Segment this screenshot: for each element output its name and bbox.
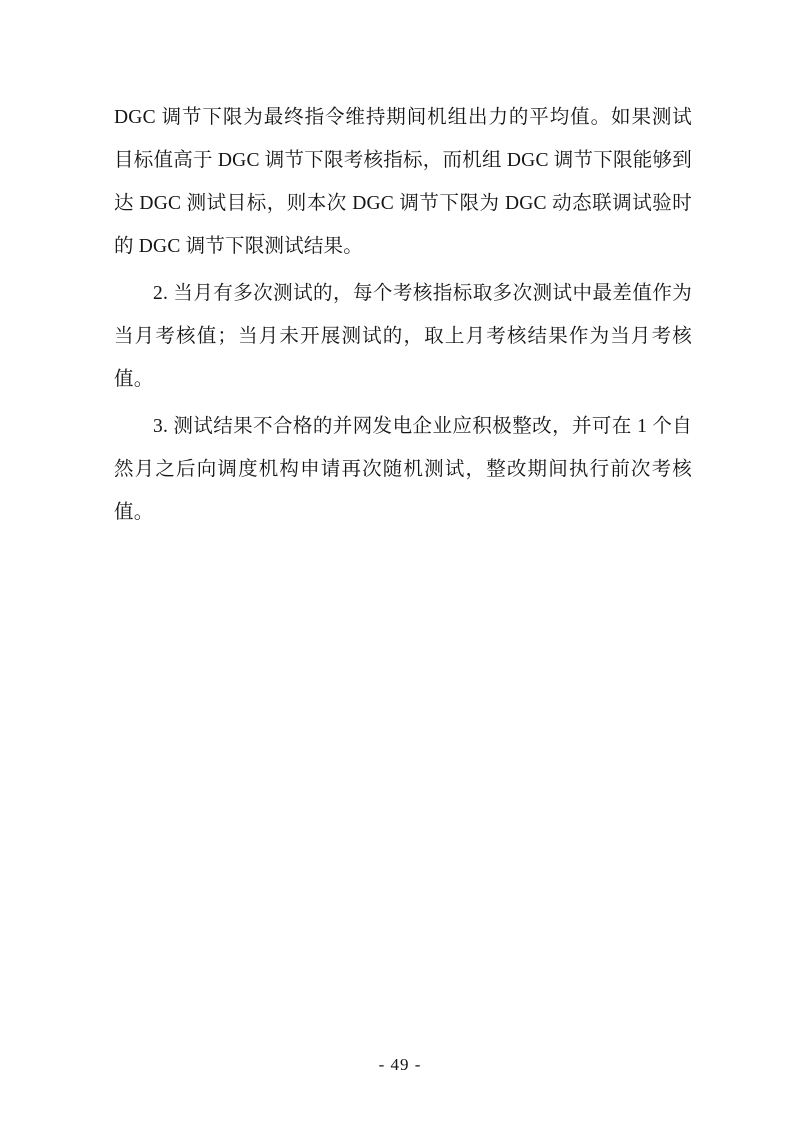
paragraph: 2. 当月有多次测试的，每个考核指标取多次测试中最差值作为当月考核值；当月未开展测试的，取上月考核结果作为当月考核值。	[114, 283, 692, 390]
page-body	[114, 96, 692, 538]
paragraph: 3. 测试结果不合格的并网发电企业应积极整改，并可在 1 个自然月之后向调度机构申请再次随机测试，整改期间执行前次考核值。	[114, 416, 692, 523]
paragraph: DGC 调节下限为最终指令维持期间机组出力的平均值。如果测试目标值高于 DGC 调节下限考核指标，而机组 DGC 调节下限能够到达 DGC 测试目标，则本次 DGC 调节下限为 DGC 动态联调试验时的 DGC 调节下限测试结果。	[114, 107, 692, 257]
page-number: - 49 -	[378, 1055, 422, 1074]
